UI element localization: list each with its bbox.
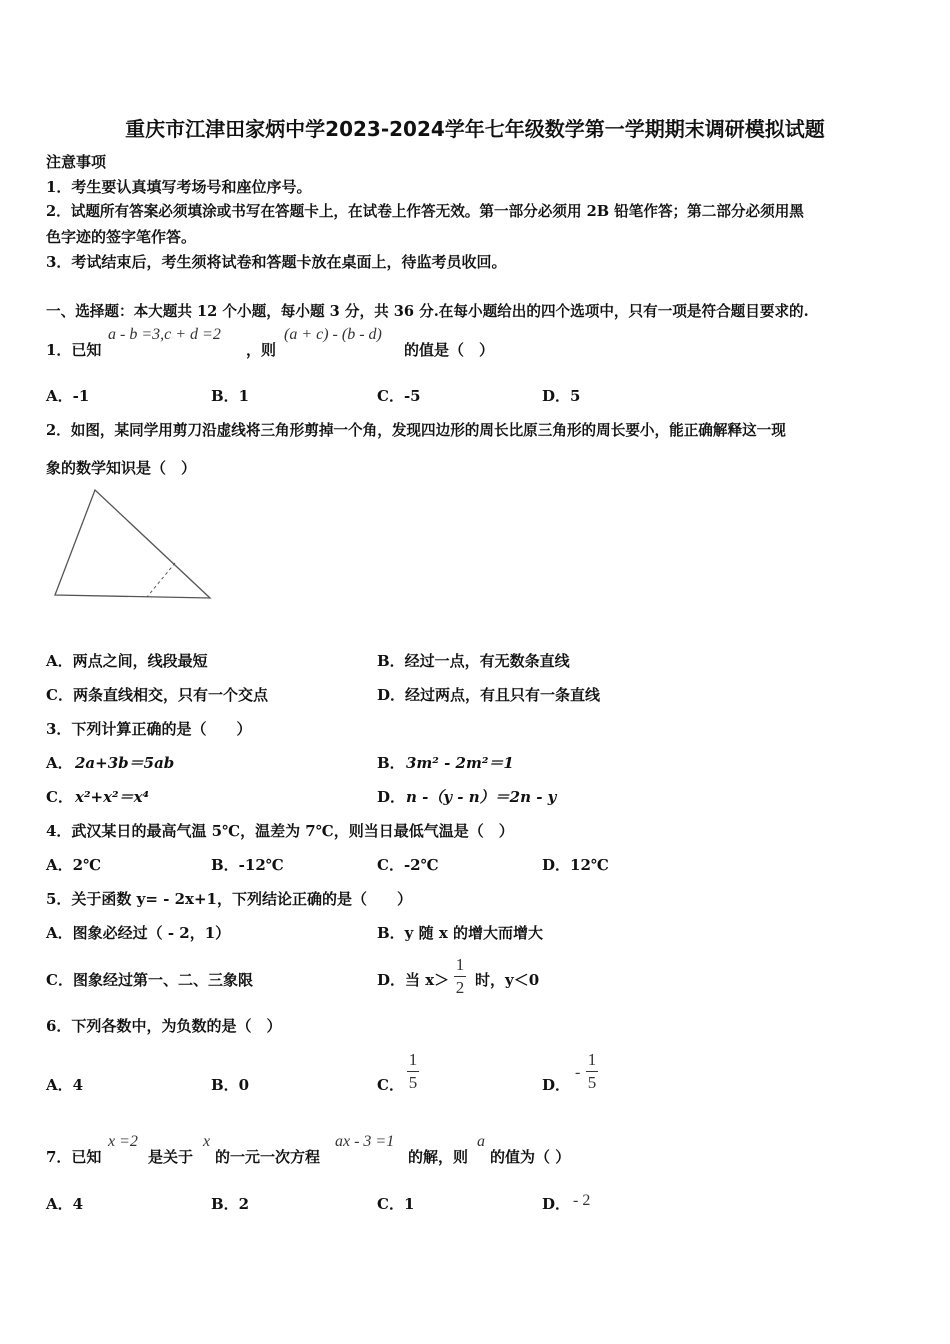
q7-text-4: 的值为（ ）	[490, 1148, 571, 1166]
q5-option-a: A．图象必经过（ - 2，1）	[46, 924, 231, 942]
q3-stem: 3．下列计算正确的是（ ）	[46, 720, 252, 738]
q6-option-d-label: D．	[542, 1076, 571, 1094]
q1-option-a: A．-1	[46, 387, 90, 405]
triangle-figure	[50, 485, 215, 603]
q7-option-d-label: D．	[542, 1195, 571, 1213]
q2-option-d: D．经过两点，有且只有一条直线	[377, 686, 601, 704]
q5-option-d-suffix: 时，y＜0	[475, 971, 540, 989]
q4-option-a: A．2℃	[46, 856, 102, 874]
q5-option-d-fraction	[454, 955, 466, 998]
q1-option-c: C．-5	[377, 387, 421, 405]
q7-equation: ax - 3 =1	[335, 1133, 395, 1150]
fraction-bar	[454, 976, 466, 977]
note-2a: 2．试题所有答案必须填涂或书写在答题卡上，在试卷上作答无效。第一部分必须用 2B 铅笔作答；第二部分必须用黑	[46, 203, 804, 220]
q6-stem: 6．下列各数中，为负数的是（ ）	[46, 1017, 282, 1035]
q3-option-d-label: D．	[377, 788, 406, 806]
note-2b: 色字迹的签字笔作答。	[46, 228, 197, 246]
fraction-numerator: 1	[455, 955, 465, 974]
page-title: 重庆市江津田家炳中学2023-2024学年七年级数学第一学期期末调研模拟试题	[125, 117, 825, 141]
q3-option-b-label: B．	[377, 754, 405, 772]
q3-option-d-expr: n -（y - n）＝2n - y	[406, 788, 557, 806]
q6-option-c-fraction	[407, 1050, 419, 1093]
q7-option-c: C．1	[377, 1195, 415, 1213]
notes-heading: 注意事项	[46, 153, 107, 171]
note-3: 3．考试结束后，考生须将试卷和答题卡放在桌面上，待监考员收回。	[46, 253, 507, 271]
q6-option-b: B．0	[211, 1076, 250, 1094]
q7-text-1: 是关于	[148, 1148, 194, 1166]
q1-prefix: 1．已知	[46, 341, 102, 359]
q3-option-c-expr: x²+x²＝x⁴	[75, 788, 150, 806]
q6-option-c-label: C．	[377, 1076, 404, 1094]
q2-option-b: B．经过一点，有无数条直线	[377, 652, 570, 670]
q7-text-2: 的一元一次方程	[215, 1148, 321, 1166]
q3-option-b-expr: 3m² - 2m²＝1	[406, 754, 514, 772]
q5-stem: 5．关于函数 y= - 2x+1，下列结论正确的是（ ）	[46, 890, 413, 908]
q4-option-d: D．12℃	[542, 856, 609, 874]
cut-dashed-line	[147, 563, 175, 597]
q7-var-x: x	[203, 1133, 211, 1150]
fraction-denominator: 5	[408, 1073, 418, 1092]
q4-option-b: B．-12℃	[211, 856, 284, 874]
section-heading: 一、选择题：本大题共 12 个小题，每小题 3 分，共 36 分.在每小题给出的四个选项中，只有一项是符合题目要求的.	[46, 303, 809, 320]
fraction-denominator: 5	[587, 1073, 597, 1092]
fraction-numerator: 1	[587, 1050, 597, 1069]
q6-option-d-fraction	[586, 1050, 598, 1093]
q7-option-b: B．2	[211, 1195, 250, 1213]
q5-option-b: B．y 随 x 的增大而增大	[377, 924, 544, 942]
q2-option-a: A．两点之间，线段最短	[46, 652, 208, 670]
q5-option-c: C．图象经过第一、二、三象限	[46, 971, 253, 989]
q4-option-c: C．-2℃	[377, 856, 439, 874]
q6-option-d-sign: -	[575, 1064, 581, 1081]
q7-option-a: A．4	[46, 1195, 84, 1213]
q2-stem-b: 象的数学知识是（ ）	[46, 459, 197, 477]
note-1: 1．考生要认真填写考场号和座位序号。	[46, 178, 312, 196]
q2-stem-a: 2．如图，某同学用剪刀沿虚线将三角形剪掉一个角，发现四边形的周长比原三角形的周长要小，能正确解释这一现	[46, 422, 786, 439]
q6-option-a: A．4	[46, 1076, 84, 1094]
q1-expr-target: (a + c) - (b - d)	[284, 326, 382, 343]
q1-option-b: B．1	[211, 387, 250, 405]
q1-option-d: D．5	[542, 387, 581, 405]
fraction-bar	[407, 1071, 419, 1072]
fraction-denominator: 2	[455, 978, 465, 997]
q4-stem: 4．武汉某日的最高气温 5℃，温差为 7℃，则当日最低气温是（ ）	[46, 822, 514, 840]
q5-option-d-prefix: D．当 x＞	[377, 971, 450, 989]
q7-prefix: 7．已知	[46, 1148, 102, 1166]
q7-option-d-value: - 2	[573, 1192, 591, 1209]
q7-var-a: a	[477, 1133, 485, 1150]
fraction-numerator: 1	[408, 1050, 418, 1069]
q1-mid: ，则	[246, 341, 277, 359]
fraction-bar	[586, 1071, 598, 1072]
triangle-outline	[55, 490, 210, 598]
q1-suffix: 的值是（ ）	[404, 341, 495, 359]
q1-expr-given: a - b =3,c + d =2	[108, 326, 221, 343]
q3-option-a-label: A．	[46, 754, 73, 772]
q7-text-3: 的解，则	[408, 1148, 469, 1166]
q3-option-a-expr: 2a+3b＝5ab	[75, 754, 175, 772]
q3-option-c-label: C．	[46, 788, 73, 806]
q7-expr-x: x =2	[108, 1133, 138, 1150]
q2-option-c: C．两条直线相交，只有一个交点	[46, 686, 268, 704]
